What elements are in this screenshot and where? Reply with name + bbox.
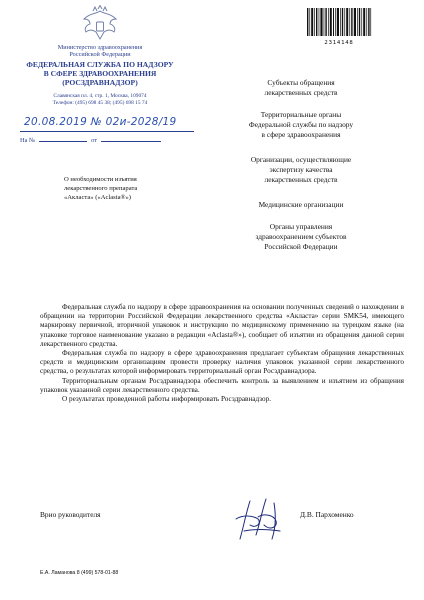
agency-name (20, 60, 180, 87)
recipient-line: лекарственных средств (264, 175, 338, 185)
letter-body (40, 303, 404, 404)
recipient-line: Медицинские организации (258, 200, 344, 209)
ministry-name (20, 44, 180, 58)
reference-number-label: На № (20, 137, 36, 144)
recipient-line: здравоохранением субъектов (255, 232, 347, 242)
recipient-line: Российской Федерации (264, 242, 338, 252)
agency-line: ФЕДЕРАЛЬНАЯ СЛУЖБА ПО НАДЗОРУ (26, 60, 174, 69)
recipient-line: Органы управления (269, 222, 333, 231)
recipient-line: лекарственных средств (264, 88, 338, 98)
ministry-line: Министерство здравоохранения (57, 44, 143, 51)
body-paragraph: О результатах проведенной работы информировать Росздравнадзор. (62, 395, 272, 404)
recipient-block (226, 78, 376, 98)
recipient-block (226, 110, 376, 141)
agency-address (20, 93, 180, 107)
agency-line: (РОСЗДРАВНАДЗОР) (62, 78, 138, 87)
recipient-line: в сфере здравоохранения (261, 130, 341, 140)
letter-subject (64, 175, 214, 202)
barcode-number: 2314148 (324, 40, 354, 46)
reference-row (20, 137, 161, 144)
double-headed-eagle-emblem-icon (78, 5, 122, 45)
barcode-icon (306, 8, 372, 36)
agency-line: В СФЕРЕ ЗДРАВООХРАНЕНИЯ (43, 69, 157, 78)
reference-number-blank (39, 141, 87, 142)
recipient-line: Федеральной службы по надзору (248, 120, 354, 130)
executor-contact: Е.А. Ламанова 8 (499) 578-01-88 (40, 570, 119, 576)
handwritten-signature-icon (230, 495, 286, 545)
recipient-line: экспертизу качества (269, 165, 333, 175)
recipient-line: Территориальные органы (260, 110, 342, 119)
signatory-position: Врио руководителя (40, 510, 101, 519)
body-paragraph: Федеральная служба по надзору в сфере здравоохранения предлагает субъектам обращения лекарственных средств и медицинским организациям провести проверку наличия упаковок указанной серии лекарственного средства, о результатах которой информировать территориальный орган Росздравнадзора. (40, 349, 404, 376)
recipient-line: Организации, осуществляющие (250, 155, 352, 164)
subject-line: «Акласта» («Aclasta®») (64, 194, 132, 201)
recipient-block (226, 200, 376, 210)
ministry-line: Российской Федерации (69, 51, 131, 59)
handwritten-date-number: 20.08.2019 № 02и-2028/19 (24, 116, 177, 128)
recipient-line: Субъекты обращения (267, 78, 335, 87)
body-paragraph: Территориальным органам Росздравнадзора обеспечить контроль за выявлением и изъятием из обращения упаковок указанной серии лекарственного средства. (40, 376, 404, 394)
recipient-block (226, 155, 376, 186)
subject-line: лекарственного препарата (64, 185, 138, 192)
signatory-name: Д.В. Пархоменко (300, 510, 354, 519)
phone-line: Телефон: (495) 698 45 38; (495) 698 15 74 (52, 100, 148, 106)
recipient-block (226, 222, 376, 253)
subject-line: О необходимости изъятия (64, 176, 137, 183)
address-line: Славянская пл. 4, стр. 1, Москва, 109074 (53, 93, 147, 99)
reference-date-label: от (91, 137, 98, 144)
date-underline (20, 131, 194, 132)
reference-date-blank (101, 141, 161, 142)
body-paragraph: Федеральная служба по надзору в сфере здравоохранения на основании полученных сведений о нахождении в обращении на территории Российской Федерации лекарственного средства «Акласта» серии SMK54, имеющего маркировку первичной, вторичной упаковок и инструкцию по медицинскому применению на турецком языке (на упаковке торговое наименование указано в редакции «Aclasta®»), сообщает об изъятии из обращения данной серии лекарственного средства. (40, 303, 404, 348)
